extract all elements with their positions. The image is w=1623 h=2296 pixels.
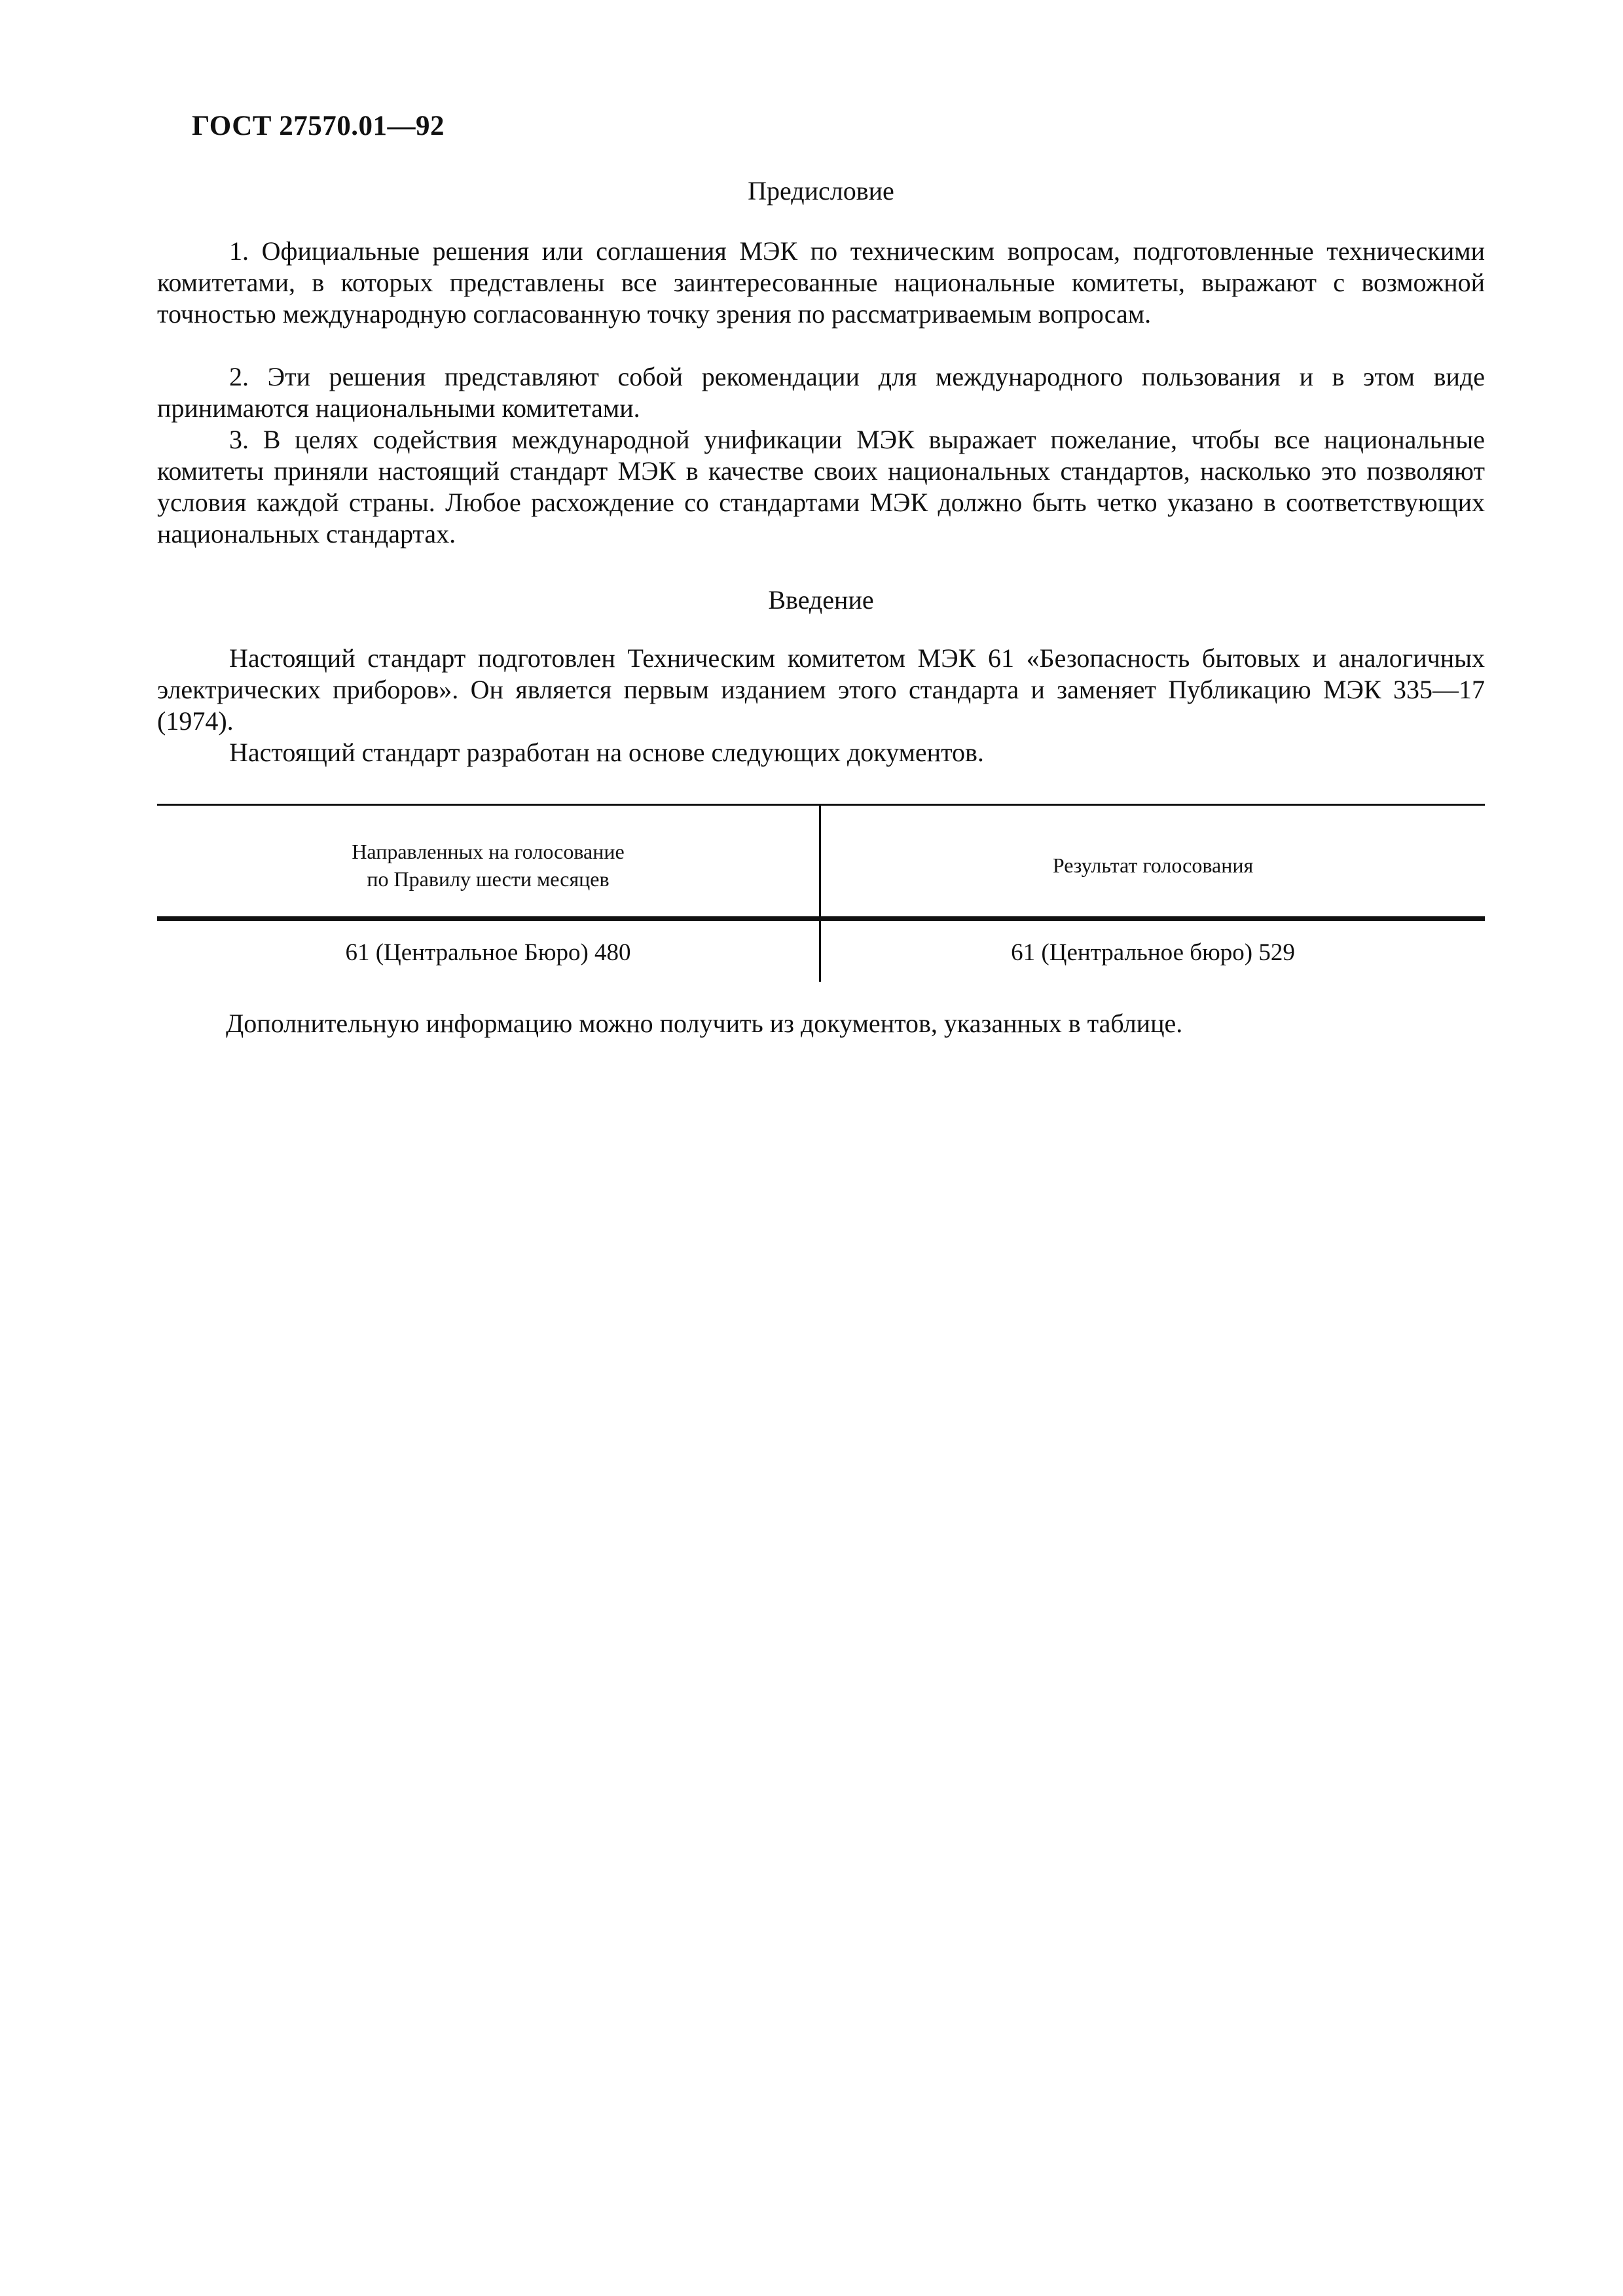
table-header-result: Результат голосования [1052, 853, 1254, 877]
additional-info-note: Дополнительную информацию можно получить из документов, указанных в таблице. [226, 1009, 1183, 1038]
foreword-paragraph-2: 2. Эти решения представляют собой рекомендации для международного пользования и в этом виде принимаются национальными комитетами. [157, 362, 1485, 423]
table-header-rule [157, 916, 1485, 921]
introduction-paragraph-2: Настоящий стандарт разработан на основе следующих документов. [229, 738, 984, 767]
introduction-title: Введение [768, 585, 874, 615]
introduction-paragraph-1: Настоящий стандарт подготовлен Техническим комитетом МЭК 61 «Безопасность бытовых и аналогичных электрических приборов». Он является первым изданием этого стандарта и заменяет Публикацию МЭК 335—17 (1974). [157, 643, 1485, 736]
foreword-paragraph-3: 3. В целях содействия международной унификации МЭК выражает пожелание, чтобы все национальные комитеты приняли настоящий стандарт МЭК в качестве своих национальных стандартов, насколько это позволяют условия каждой страны. Любое расхождение со стандартами МЭК должно быть четко указано в соответствующих национальных стандартах. [157, 425, 1485, 548]
table-cell-result: 61 (Центральное бюро) 529 [1011, 939, 1295, 966]
table-header-submitted [157, 838, 819, 893]
voting-documents-table [157, 804, 1485, 982]
table-header-submitted-line-2: по Правилу шести месяцев [367, 867, 610, 891]
foreword-title: Предисловие [748, 176, 894, 206]
table-cell-submitted: 61 (Центральное Бюро) 480 [345, 939, 631, 966]
standard-id: ГОСТ 27570.01—92 [192, 111, 445, 141]
table-header-submitted-line-1: Направленных на голосование [352, 840, 625, 863]
table-top-rule [157, 804, 1485, 806]
foreword-paragraph-1: 1. Официальные решения или соглашения МЭК по техническим вопросам, подготовленные техническими комитетами, в которых представлены все заинтересованные национальные комитеты, выражают с возможной точностью международную согласованную точку зрения по рассматриваемым вопросам. [157, 236, 1485, 329]
